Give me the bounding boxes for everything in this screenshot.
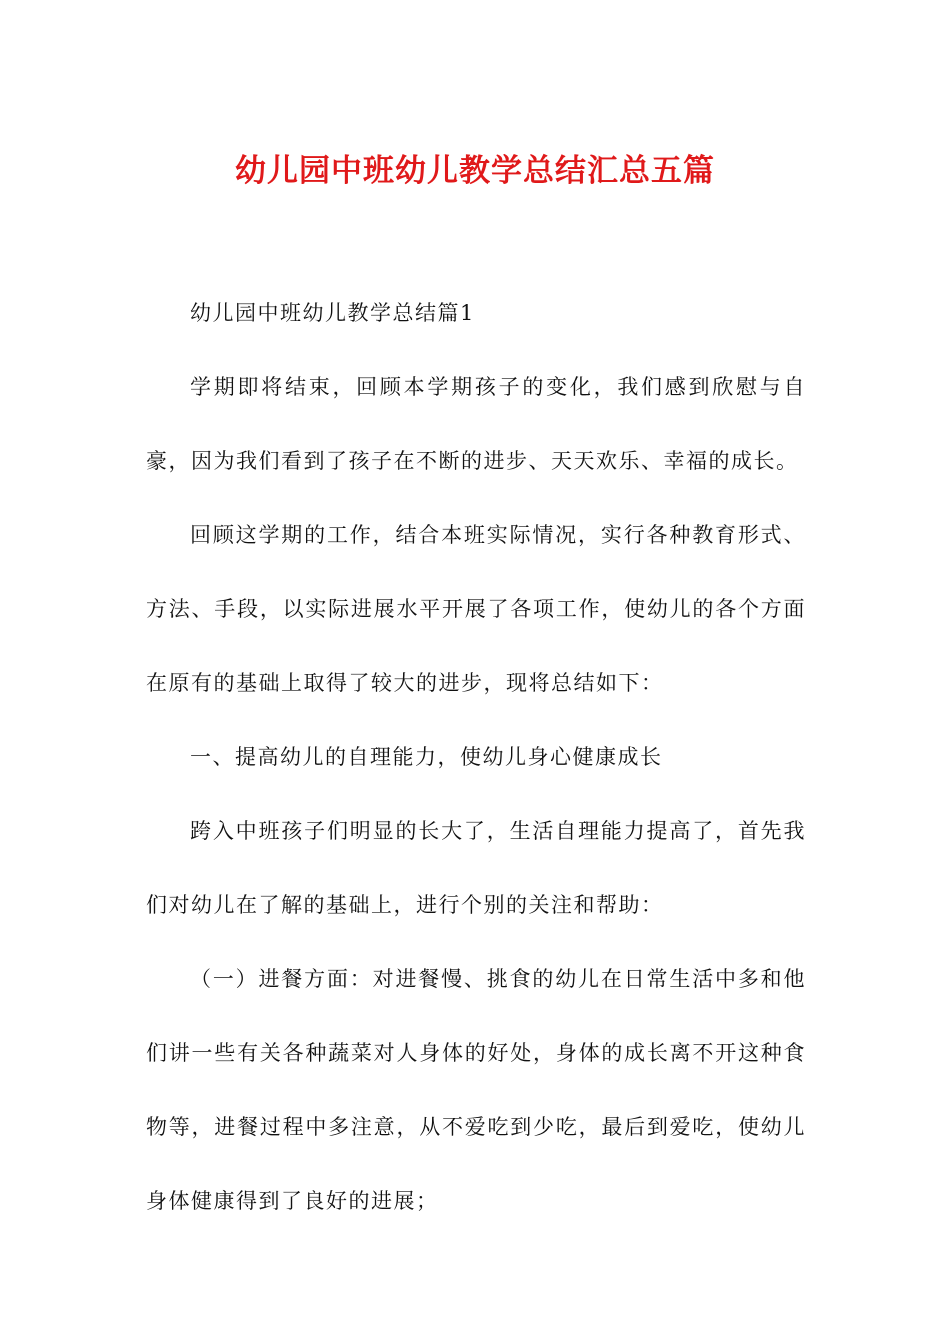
paragraph: 学期即将结束，回顾本学期孩子的变化，我们感到欣慰与自豪，因为我们看到了孩子在不断的进步、天天欢乐、幸福的成长。: [146, 375, 806, 473]
paragraph: 跨入中班孩子们明显的长大了，生活自理能力提高了，首先我们对幼儿在了解的基础上，进行个别的关注和帮助：: [146, 819, 806, 917]
document-body: [146, 276, 806, 1238]
subsection-heading: 一、提高幼儿的自理能力，使幼儿身心健康成长: [190, 745, 663, 769]
paragraph: （一）进餐方面：对进餐慢、挑食的幼儿在日常生活中多和他们讲一些有关各种蔬菜对人身体的好处，身体的成长离不开这种食物等，进餐过程中多注意，从不爱吃到少吃，最后到爱吃，使幼儿身体健康得到了良好的进展；: [146, 967, 806, 1213]
section-heading: 幼儿园中班幼儿教学总结篇1: [190, 301, 475, 325]
document-title: 幼儿园中班幼儿教学总结汇总五篇: [235, 153, 715, 189]
paragraph: 回顾这学期的工作，结合本班实际情况，实行各种教育形式、方法、手段，以实际进展水平开展了各项工作，使幼儿的各个方面在原有的基础上取得了较大的进步，现将总结如下：: [146, 523, 806, 695]
